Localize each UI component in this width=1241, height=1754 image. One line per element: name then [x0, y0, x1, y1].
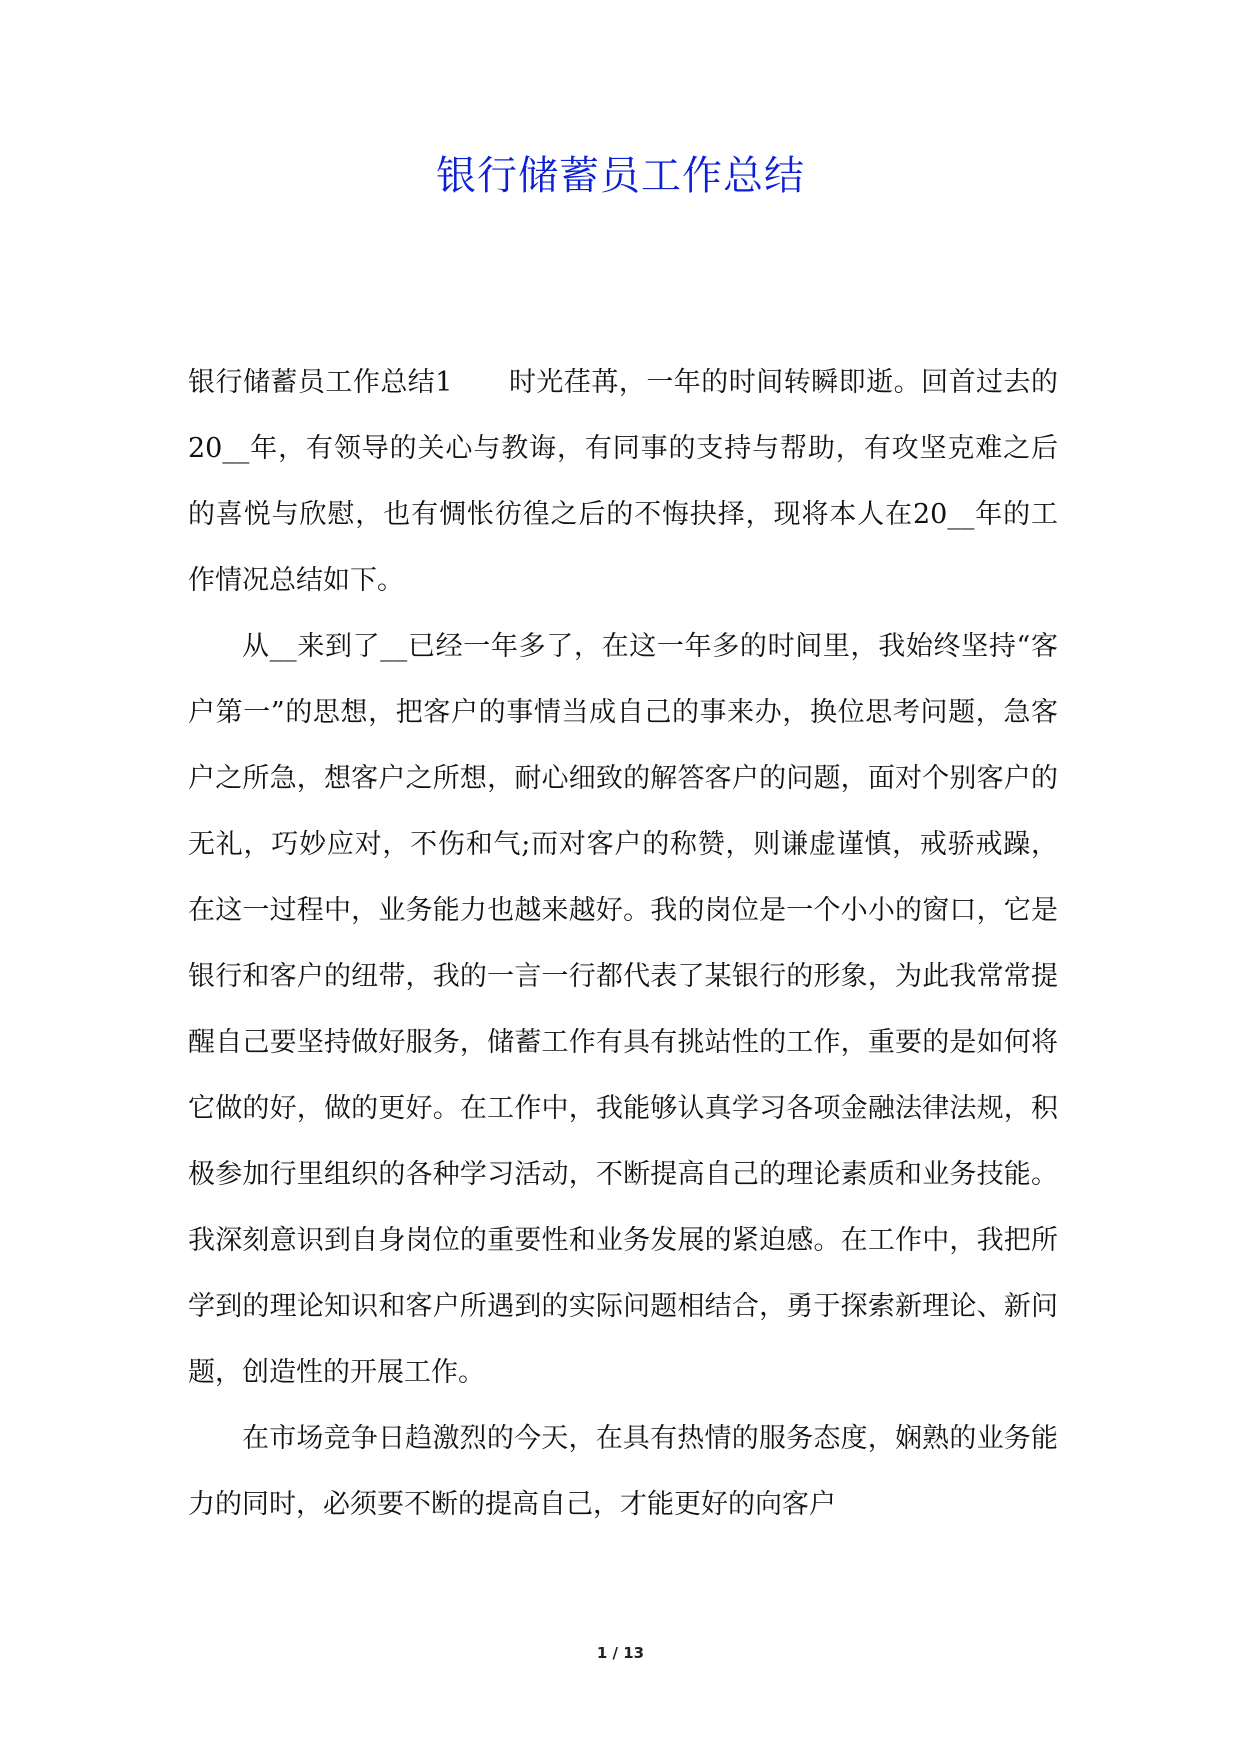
- paragraph-text: 时光荏苒，一年的时间转瞬即逝。回首过去的20__年，有领导的关心与教诲，有同事的支持与帮助，有攻坚克难之后的喜悦与欣慰，也有惆怅彷徨之后的不悔抉择，现将本人在20__年的工作情况总结如下。: [188, 367, 1058, 596]
- document-title: 银行储蓄员工作总结: [436, 153, 805, 199]
- section-heading: 银行储蓄员工作总结1: [188, 367, 453, 398]
- paragraph: 在市场竞争日趋激烈的今天，在具有热情的服务态度，娴熟的业务能力的同时，必须要不断的提高自己，才能更好的向客户: [188, 1423, 1058, 1520]
- document-body: [188, 350, 1058, 1538]
- page-number: 1 / 13: [596, 1644, 645, 1662]
- paragraph: 从__来到了__已经一年多了，在这一年多的时间里，我始终坚持“客户第一”的思想，把客户的事情当成自己的事来办，换位思考问题，急客户之所急，想客户之所想，耐心细致的解答客户的问题，面对个别客户的无礼，巧妙应对，不伤和气;而对客户的称赞，则谦虚谨慎，戒骄戒躁，在这一过程中，业务能力也越来越好。我的岗位是一个小小的窗口，它是银行和客户的纽带，我的一言一行都代表了某银行的形象，为此我常常提醒自己要坚持做好服务，储蓄工作有具有挑站性的工作，重要的是如何将它做的好，做的更好。在工作中，我能够认真学习各项金融法律法规，积极参加行里组织的各种学习活动，不断提高自己的理论素质和业务技能。我深刻意识到自身岗位的重要性和业务发展的紧迫感。在工作中，我把所学到的理论知识和客户所遇到的实际问题相结合，勇于探索新理论、新问题，创造性的开展工作。: [188, 631, 1058, 1388]
- paragraph-intro: [188, 350, 1058, 614]
